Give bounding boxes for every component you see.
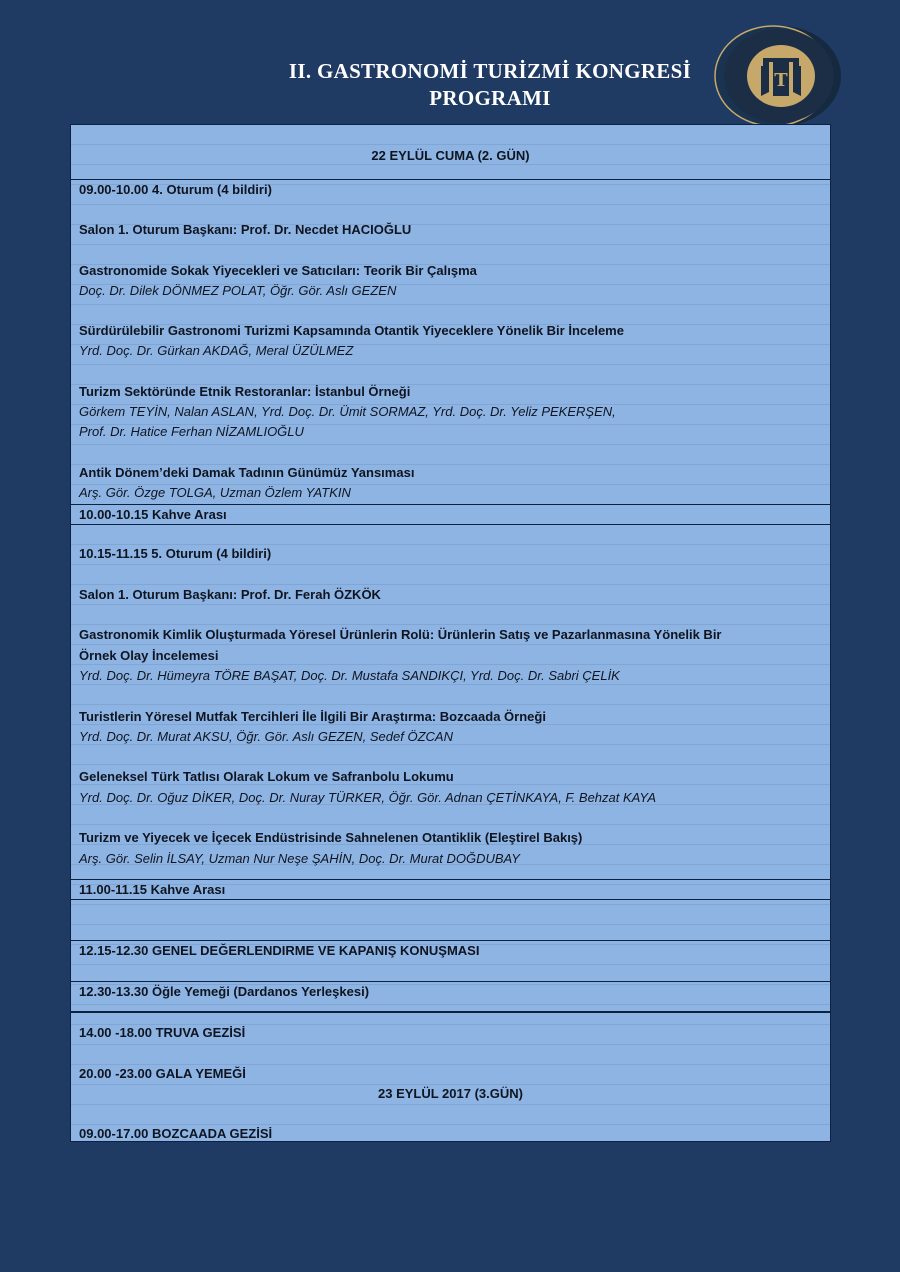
paper-authors: Arş. Gör. Özge TOLGA, Uzman Özlem YATKIN: [79, 485, 351, 500]
logo-monogram: T: [774, 70, 788, 91]
title-line-2: PROGRAMI: [429, 86, 551, 110]
paper-authors: Görkem TEYİN, Nalan ASLAN, Yrd. Doç. Dr. Ümit SORMAZ, Yrd. Doç. Dr. Yeliz PEKERŞEN,: [79, 404, 616, 419]
paper-title: Örnek Olay İncelemesi: [79, 648, 219, 663]
paper-authors: Yrd. Doç. Dr. Gürkan AKDAĞ, Meral ÜZÜLMEZ: [79, 343, 354, 358]
day2-heading: 22 EYLÜL CUMA (2. GÜN): [371, 148, 530, 163]
paper-title: Gastronomik Kimlik Oluşturmada Yöresel Ürünlerin Rolü: Ürünlerin Satış ve Pazarlanmasına Yönelik Bir: [79, 627, 722, 642]
coffee-break-2: 11.00-11.15 Kahve Arası: [79, 882, 226, 897]
university-seal-logo: [711, 24, 841, 128]
lunch: 12.30-13.30 Öğle Yemeği (Dardanos Yerleşkesi): [79, 984, 370, 999]
paper-authors: Yrd. Doç. Dr. Hümeyra TÖRE BAŞAT, Doç. Dr. Mustafa SANDIKÇI, Yrd. Doç. Dr. Sabri ÇELİK: [79, 668, 620, 683]
paper-authors: Yrd. Doç. Dr. Murat AKSU, Öğr. Gör. Aslı GEZEN, Sedef ÖZCAN: [79, 729, 453, 744]
paper-title: Antik Dönem’deki Damak Tadının Günümüz Yansıması: [79, 465, 415, 480]
paper-authors: Yrd. Doç. Dr. Oğuz DİKER, Doç. Dr. Nuray TÜRKER, Öğr. Gör. Adnan ÇETİNKAYA, F. Behzat KAYA: [79, 790, 656, 805]
session5-chair: Salon 1. Oturum Başkanı: Prof. Dr. Ferah ÖZKÖK: [79, 587, 381, 602]
session4-time-title: 09.00-10.00 4. Oturum (4 bildiri): [79, 182, 272, 197]
paper-title: Sürdürülebilir Gastronomi Turizmi Kapsamında Otantik Yiyeceklere Yönelik Bir İnceleme: [79, 323, 624, 338]
bozcaada-trip: 09.00-17.00 BOZCAADA GEZİSİ: [79, 1126, 273, 1141]
troy-trip: 14.00 -18.00 TRUVA GEZİSİ: [79, 1025, 246, 1040]
paper-title: Turizm ve Yiyecek ve İçecek Endüstrisinde Sahnelenen Otantiklik (Eleştirel Bakış): [79, 830, 583, 845]
paper-title: Turistlerin Yöresel Mutfak Tercihleri İle İlgili Bir Araştırma: Bozcaada Örneği: [79, 709, 546, 724]
paper-title: Turizm Sektöründe Etnik Restoranlar: İstanbul Örneği: [79, 384, 411, 399]
gala-dinner: 20.00 -23.00 GALA YEMEĞİ: [79, 1066, 246, 1081]
session4-chair: Salon 1. Oturum Başkanı: Prof. Dr. Necdet HACIOĞLU: [79, 222, 412, 237]
paper-authors: Doç. Dr. Dilek DÖNMEZ POLAT, Öğr. Gör. Aslı GEZEN: [79, 283, 397, 298]
paper-title: Gastronomide Sokak Yiyecekleri ve Satıcıları: Teorik Bir Çalışma: [79, 263, 477, 278]
paper-title: Geleneksel Türk Tatlısı Olarak Lokum ve Safranbolu Lokumu: [79, 769, 454, 784]
paper-authors: Arş. Gör. Selin İLSAY, Uzman Nur Neşe ŞAHİN, Doç. Dr. Murat DOĞDUBAY: [79, 851, 520, 866]
title-line-1: II. GASTRONOMİ TURİZMİ KONGRESİ: [288, 59, 692, 83]
day3-heading: 23 EYLÜL 2017 (3.GÜN): [378, 1086, 523, 1101]
program-table: [70, 124, 831, 1142]
coffee-break-1: 10.00-10.15 Kahve Arası: [79, 507, 227, 522]
paper-authors: Prof. Dr. Hatice Ferhan NİZAMLIOĞLU: [79, 424, 304, 439]
closing-session: 12.15-12.30 GENEL DEĞERLENDIRME VE KAPANIŞ KONUŞMASI: [79, 943, 480, 958]
session5-time-title: 10.15-11.15 5. Oturum (4 bildiri): [79, 546, 272, 561]
separator: [71, 1011, 830, 1013]
